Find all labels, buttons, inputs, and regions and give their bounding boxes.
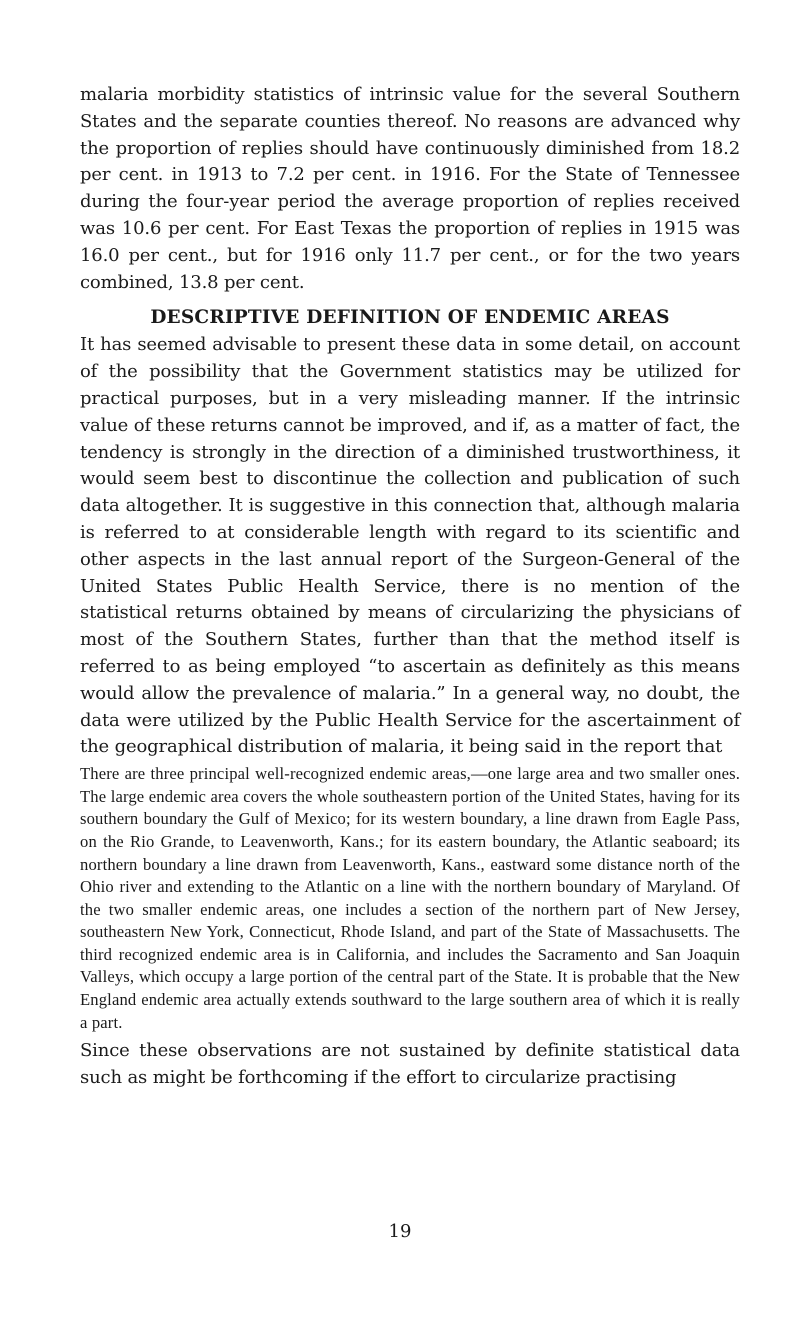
- block-quote-endemic-areas: There are three principal well-recognized endemic areas,—one large area and two smaller ones. The large endemic area covers the whole southeastern portion of the United States, having for its southern boundary the Gulf of Mexico; for its western boundary, a line drawn from Eagle Pass, on the Rio Grande, to Leavenworth, Kans.; for its eastern boundary, the Atlantic seaboard; its northern boundary a line drawn from Leavenworth, Kans., eastward some distance north of the Ohio river and extending to the Atlantic on a line with the northern boundary of Maryland. Of the two smaller endemic areas, one includes a section of the northern part of New Jersey, southeastern New York, Connecticut, Rhode Island, and part of the State of Massachusetts. The third recognized endemic area is in California, and includes the Sacramento and San Joaquin Valleys, which occupy a large portion of the central part of the State. It is probable that the New England endemic area actually extends southward to the large southern area of which it is really a part.: [80, 764, 740, 1032]
- section-heading: DESCRIPTIVE DEFINITION OF ENDEMIC AREAS: [150, 307, 670, 329]
- paragraph-endemic-areas: It has seemed advisable to present these data in some detail, on account of the possibility that the Government statistics may be utilized for practical purposes, but in a very misleading manner. If the intrinsic value of these returns cannot be improved, and if, as a matter of fact, the tendency is strongly in the direction of a diminished trustworthiness, it would seem best to discontinue the collection and publication of such data altogether. It is suggestive in this connection that, although malaria is referred to at considerable length with regard to its scientific and other aspects in the last annual report of the Surgeon-General of the United States Public Health Service, there is no mention of the statistical returns obtained by means of circularizing the physicians of most of the Southern States, further than that the method itself is referred to as being employed “to ascertain as definitely as this means would allow the prevalence of malaria.” In a general way, no doubt, the data were utilized by the Public Health Service for the ascertainment of the geographical distribution of malaria, it being said in the report that: [80, 334, 740, 758]
- paragraph-observations: Since these observations are not sustained by definite statistical data such as might be forthcoming if the effort to circularize practising: [80, 1040, 740, 1089]
- page-number: 19: [388, 1221, 412, 1242]
- document-page: [80, 82, 740, 1092]
- paragraph-malaria-statistics: malaria morbidity statistics of intrinsic value for the several Southern States and the separate counties thereof. No reasons are advanced why the proportion of replies should have continuously diminished from 18.2 per cent. in 1913 to 7.2 per cent. in 1916. For the State of Tennessee during the four-year period the average proportion of replies received was 10.6 per cent. For East Texas the proportion of replies in 1915 was 16.0 per cent., but for 1916 only 11.7 per cent., or for the two years combined, 13.8 per cent.: [80, 84, 740, 293]
